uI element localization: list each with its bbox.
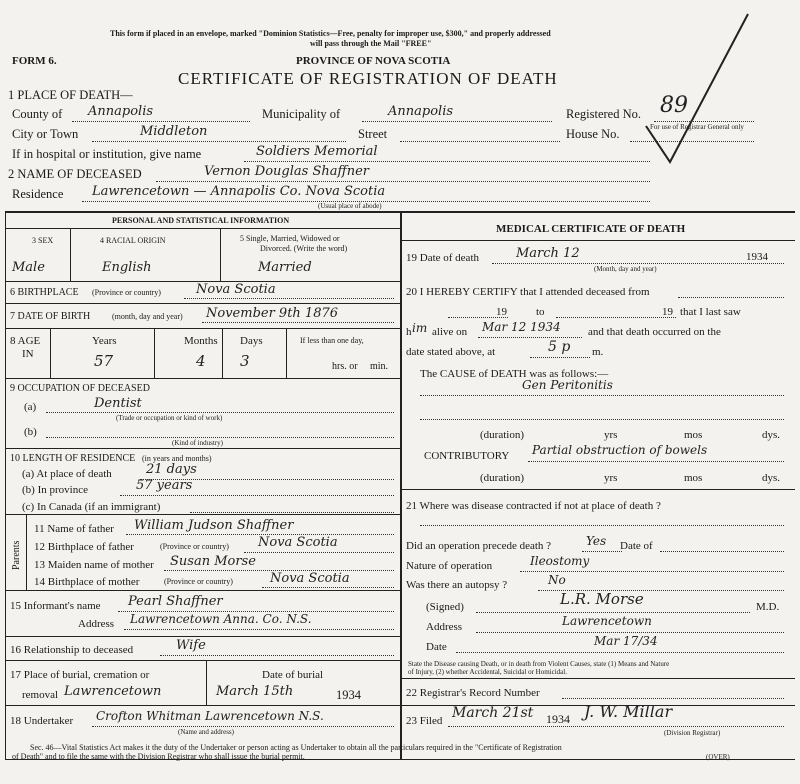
- mother-name-label: 13 Maiden name of mother: [34, 559, 154, 571]
- form-number: FORM 6.: [12, 55, 57, 67]
- min-label: min.: [370, 361, 389, 372]
- age-days-value: 3: [240, 352, 250, 370]
- mother-birthplace-value: Nova Scotia: [270, 571, 350, 586]
- months-label: Months: [184, 335, 218, 347]
- personal-heading: PERSONAL AND STATISTICAL INFORMATION: [112, 216, 290, 225]
- contributory-value: Partial obstruction of bowels: [532, 443, 708, 457]
- age-years-value: 57: [94, 352, 114, 370]
- marital-value: Married: [258, 260, 312, 275]
- province-heading: PROVINCE OF NOVA SCOTIA: [296, 55, 451, 67]
- municipality-label: Municipality of: [262, 107, 341, 121]
- contributory-label: CONTRIBUTORY: [424, 450, 510, 462]
- occupation-note: (Trade or occupation or kind of work): [116, 414, 223, 422]
- attended-to-label: to: [536, 306, 545, 318]
- burial-year-value: 1934: [336, 688, 361, 702]
- city-label: City or Town: [12, 127, 79, 141]
- race-value: English: [102, 260, 152, 275]
- registered-no-value: 89: [660, 93, 688, 118]
- city-line: [92, 141, 346, 142]
- cause-instruction-1: State the Disease causing Death, or in death from Violent Causes, state (1) Means and Nature: [408, 660, 670, 668]
- deceased-name-value: Vernon Douglas Shaffner: [204, 164, 369, 179]
- alive-on-value: Mar 12 1934: [482, 320, 561, 334]
- contributory-duration-label: (duration): [480, 472, 524, 484]
- contributory-mos-label: mos: [684, 472, 703, 484]
- birthplace-note: (Province or country): [92, 288, 161, 297]
- relationship-value: Wife: [176, 638, 206, 653]
- filed-year: 1934: [546, 712, 570, 726]
- cause-instruction-2: of Injury, (2) whether Accidental, Suicidal or Homicidal.: [408, 668, 567, 676]
- autopsy-label: Was there an autopsy ?: [406, 579, 508, 591]
- hospital-label: If in hospital or institution, give name: [12, 147, 202, 161]
- checkmark-icon: [640, 10, 760, 170]
- date-of-death-label: 19 Date of death: [406, 252, 479, 264]
- parents-label: Parents: [11, 540, 22, 570]
- father-birthplace-label: 12 Birthplace of father: [34, 541, 134, 553]
- cause-value: Gen Peritonitis: [522, 378, 613, 392]
- city-value: Middleton: [140, 124, 208, 139]
- certificate-title: CERTIFICATE OF REGISTRATION OF DEATH: [178, 69, 558, 88]
- birthplace-label: 6 BIRTHPLACE: [10, 287, 79, 298]
- over-label: (OVER): [706, 753, 730, 761]
- residence-note: (Usual place of abode): [318, 202, 382, 210]
- hrs-label: hrs. or: [332, 361, 358, 372]
- last-saw-label: that I last saw: [680, 306, 741, 318]
- days-label: Days: [240, 335, 263, 347]
- residence-length-label: 10 LENGTH OF RESIDENCE: [10, 453, 136, 464]
- contributory-yrs-label: yrs: [604, 472, 618, 484]
- cause-mos-label: mos: [684, 429, 703, 441]
- mail-notice-line2: will pass through the Mail "FREE": [310, 39, 432, 48]
- informant-label: 15 Informant's name: [10, 600, 101, 612]
- county-line: [72, 121, 250, 122]
- filed-label: 23 Filed: [406, 715, 443, 727]
- contributory-dys-label: dys.: [762, 472, 781, 484]
- burial-label-2: removal: [22, 689, 59, 701]
- street-label: Street: [358, 127, 388, 141]
- canada-length-label: (c) In Canada (if an immigrant): [22, 501, 161, 513]
- informant-value: Pearl Shaffner: [128, 594, 223, 609]
- age-months-value: 4: [196, 352, 206, 370]
- him-prefix: h: [406, 326, 412, 338]
- nature-operation-label: Nature of operation: [406, 560, 493, 572]
- dob-value: November 9th 1876: [206, 306, 339, 321]
- left-border: [5, 211, 6, 759]
- occupation-b-label: (b): [24, 426, 37, 438]
- occupation-label: 9 OCCUPATION OF DECEASED: [10, 383, 150, 394]
- autopsy-value: No: [548, 573, 566, 587]
- physician-address-label: Address: [426, 621, 463, 633]
- place-of-death-heading: 1 PLACE OF DEATH—: [8, 88, 133, 102]
- undertaker-label: 18 Undertaker: [10, 715, 74, 727]
- hospital-line: [244, 161, 650, 162]
- dob-label: 7 DATE OF BIRTH: [10, 311, 91, 322]
- certificate-date-value: Mar 17/34: [594, 634, 658, 648]
- undertaker-note: (Name and address): [178, 728, 234, 736]
- residence-length-note: (in years and months): [142, 454, 212, 463]
- operation-date-label: Date of: [620, 540, 653, 552]
- stated-above-label: date stated above, at: [406, 346, 496, 358]
- father-birthplace-value: Nova Scotia: [258, 535, 338, 550]
- burial-date-value: March 15th: [216, 684, 294, 699]
- marital-label-2: Divorced. (Write the word): [260, 244, 348, 253]
- county-value: Annapolis: [88, 104, 154, 119]
- cause-duration-label: (duration): [480, 429, 524, 441]
- street-line: [400, 141, 560, 142]
- time-m-label: m.: [592, 346, 604, 358]
- occupation-value: Dentist: [94, 396, 142, 411]
- medical-heading: MEDICAL CERTIFICATE OF DEATH: [496, 223, 686, 235]
- birthplace-value: Nova Scotia: [196, 282, 276, 297]
- him-value: im: [412, 321, 428, 335]
- less-than-day-label: If less than one day,: [300, 336, 364, 345]
- father-name-value: William Judson Shaffner: [134, 518, 294, 533]
- marital-label-1: 5 Single, Married, Widowed or: [240, 234, 340, 243]
- cause-dys-label: dys.: [762, 429, 781, 441]
- burial-date-label: Date of burial: [262, 669, 324, 681]
- where-contracted-label: 21 Where was disease contracted if not at place of death ?: [406, 500, 661, 512]
- registrar-general-note: For use of Registrar General only: [650, 123, 744, 131]
- father-name-label: 11 Name of father: [34, 523, 114, 535]
- operation-value: Yes: [586, 534, 607, 548]
- occupation-a-label: (a): [24, 401, 37, 413]
- physician-signature: L.R. Morse: [560, 590, 644, 608]
- cause-yrs-label: yrs: [604, 429, 618, 441]
- mother-birthplace-label: 14 Birthplace of mother: [34, 576, 140, 588]
- industry-note: (Kind of industry): [172, 439, 223, 447]
- undertaker-value: Crofton Whitman Lawrencetown N.S.: [96, 709, 324, 723]
- registrar-signature: J. W. Millar: [584, 702, 673, 721]
- years-label: Years: [92, 335, 117, 347]
- place-death-length-value: 21 days: [146, 462, 197, 477]
- informant-address-value: Lawrencetown Anna. Co. N.S.: [130, 612, 312, 626]
- certify-label: 20 I HEREBY CERTIFY that I attended deceased from: [406, 286, 650, 298]
- physician-address-value: Lawrencetown: [562, 614, 652, 628]
- operation-label: Did an operation precede death ?: [406, 540, 552, 552]
- dob-note: (month, day and year): [112, 312, 183, 321]
- time-of-death-value: 5 p: [548, 339, 571, 355]
- attended-to-year: 19: [662, 306, 673, 318]
- cause-label: The CAUSE of DEATH was as follows:—: [420, 368, 609, 380]
- province-length-value: 57 years: [136, 478, 193, 493]
- mail-notice-line1: This form if placed in an envelope, marked "Dominion Statistics—Free, penalty for improper use, $300," and properly addressed: [110, 29, 551, 38]
- burial-label-1: 17 Place of burial, cremation or: [10, 669, 150, 681]
- informant-address-label: Address: [78, 618, 115, 630]
- date-of-death-note: (Month, day and year): [594, 265, 657, 273]
- filed-value: March 21st: [452, 705, 534, 721]
- province-length-label: (b) In province: [22, 484, 88, 496]
- date-of-death-year: 1934: [746, 251, 768, 263]
- deceased-name-label: 2 NAME OF DECEASED: [8, 167, 142, 181]
- signed-label: (Signed): [426, 601, 464, 613]
- occurred-label: and that death occurred on the: [588, 326, 721, 338]
- residence-value: Lawrencetown — Annapolis Co. Nova Scotia: [92, 184, 386, 199]
- certificate-date-label: Date: [426, 641, 447, 653]
- house-no-label: House No.: [566, 127, 620, 141]
- column-divider: [400, 211, 402, 759]
- county-label: County of: [12, 107, 63, 121]
- footer-line-1: Sec. 46—Vital Statistics Act makes it the duty of the Undertaker or person acting as Undertaker to obtain all the particulars required in the "Certificate of Registration: [30, 743, 562, 752]
- relationship-label: 16 Relationship to deceased: [10, 644, 134, 656]
- municipality-line: [362, 121, 552, 122]
- nature-operation-value: Ileostomy: [530, 554, 590, 568]
- race-label: 4 RACIAL ORIGIN: [100, 236, 166, 245]
- md-label: M.D.: [756, 601, 780, 613]
- age-label-2: IN: [22, 348, 34, 360]
- sex-label: 3 SEX: [32, 236, 54, 245]
- record-number-label: 22 Registrar's Record Number: [406, 687, 540, 699]
- footer-line-2: of Death" and to file the same with the Division Registrar who shall issue the burial permit.: [12, 752, 305, 761]
- mother-name-value: Susan Morse: [170, 554, 256, 569]
- attended-from-year: 19: [496, 306, 507, 318]
- mother-birthplace-note: (Province or country): [164, 577, 233, 586]
- deceased-name-line: [156, 181, 650, 182]
- place-death-length-label: (a) At place of death: [22, 468, 112, 480]
- father-birthplace-note: (Province or country): [160, 542, 229, 551]
- alive-on-label: alive on: [432, 326, 468, 338]
- residence-label: Residence: [12, 187, 64, 201]
- date-of-death-value: March 12: [516, 246, 580, 261]
- burial-place-value: Lawrencetown: [64, 684, 162, 699]
- municipality-value: Annapolis: [388, 104, 454, 119]
- registered-no-label: Registered No.: [566, 107, 641, 121]
- sex-value: Male: [12, 260, 45, 275]
- division-registrar-note: (Division Registrar): [664, 729, 721, 737]
- hospital-value: Soldiers Memorial: [256, 144, 378, 159]
- age-label-1: 8 AGE: [10, 335, 41, 347]
